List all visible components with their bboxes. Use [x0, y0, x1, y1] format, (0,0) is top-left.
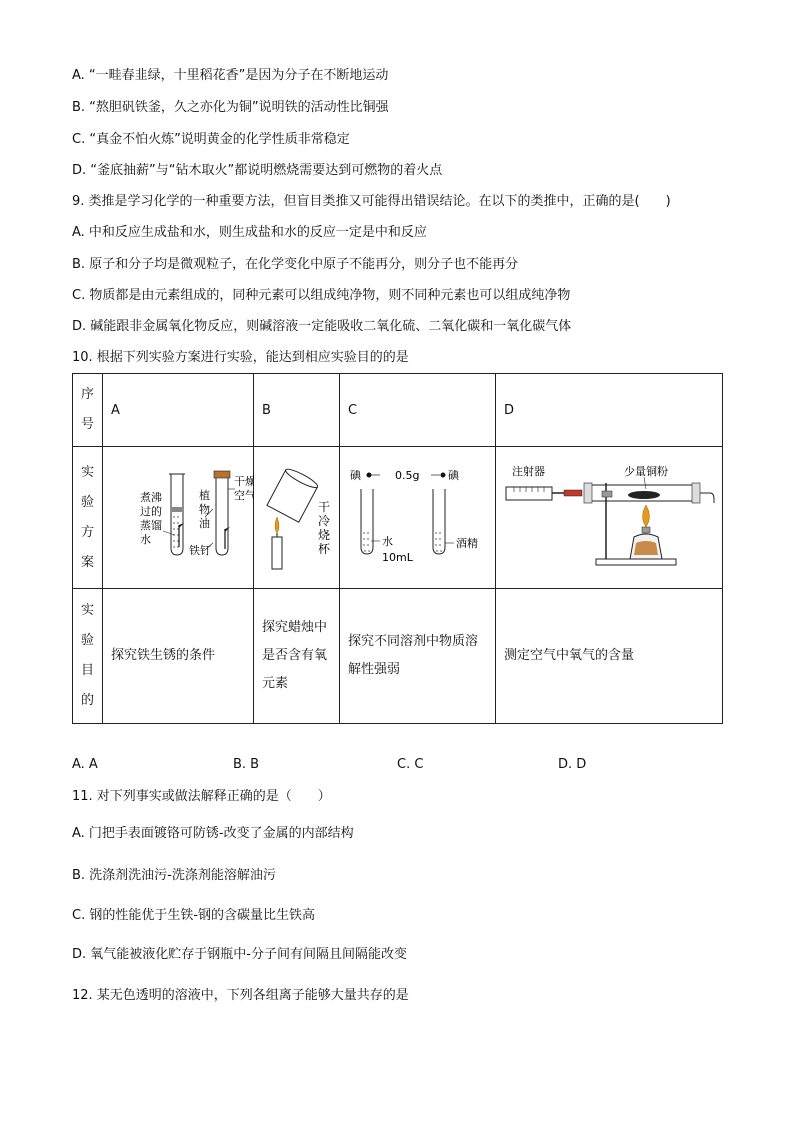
- label-oil: 油: [199, 517, 210, 530]
- label-dry-air: 空气: [234, 489, 254, 502]
- q11-option-a: A. 门把手表面镀铬可防锈-改变了金属的内部结构: [72, 826, 354, 841]
- q8-option-c: C. “真金不怕火炼”说明黄金的化学性质非常稳定: [72, 132, 350, 147]
- q8-option-b: B. “熬胆矾铁釜，久之亦化为铜”说明铁的活动性比铜强: [72, 100, 389, 115]
- q10-stem: 10. 根据下列实验方案进行实验，能达到相应实验目的的是: [72, 350, 409, 365]
- column-header-c: C: [340, 374, 496, 447]
- figure-b-cell: [254, 447, 340, 589]
- purpose-text: 解性强弱: [348, 662, 401, 677]
- q10-answer-options: [72, 757, 672, 775]
- label-oil: 物: [199, 503, 210, 516]
- label-beaker: 干: [318, 500, 331, 514]
- column-header-d: D: [496, 374, 723, 447]
- label-boiled-water: 过的: [140, 505, 162, 518]
- label-copper: 少量铜粉: [624, 465, 668, 478]
- purpose-text: 是否含有氧: [262, 648, 328, 663]
- q10-answer-b: B. B: [233, 757, 260, 772]
- row-label-purpose: [73, 589, 103, 724]
- table-row-header: [73, 374, 723, 447]
- figure-a-iron-rust: [103, 447, 254, 584]
- q10-answer-a: A. A: [72, 757, 98, 772]
- label-beaker: 冷: [318, 514, 331, 528]
- row-label-char: 的: [80, 693, 94, 708]
- purpose-c: [340, 589, 496, 724]
- label-volume: 10mL: [382, 551, 413, 564]
- row-label-char: 验: [80, 633, 94, 648]
- q9-stem: 9. 类推是学习化学的一种重要方法，但盲目类推又可能得出错误结论。在以下的类推中，正确的是( ): [72, 194, 671, 209]
- figure-b-candle: [254, 447, 340, 584]
- purpose-text: 元素: [262, 676, 289, 691]
- q11-option-d: D. 氧气能被液化贮存于钢瓶中-分子间有间隔且间隔能改变: [72, 947, 407, 962]
- row-label-char: 实: [80, 603, 94, 618]
- label-iodine: 碘: [448, 469, 459, 482]
- label-beaker: 烧: [318, 528, 331, 542]
- q9-option-a: A. 中和反应生成盐和水，则生成盐和水的反应一定是中和反应: [72, 225, 427, 240]
- label-dry-air: 干燥: [234, 475, 254, 488]
- row-label-char: 号: [80, 417, 94, 432]
- table-row-purpose: [73, 589, 723, 724]
- experiment-table: [72, 373, 723, 724]
- label-alcohol: 酒精: [456, 537, 478, 550]
- purpose-text: 测定空气中氧气的含量: [504, 648, 635, 663]
- label-iodine: 碘: [350, 469, 361, 482]
- q9-option-b: B. 原子和分子均是微观粒子，在化学变化中原子不能再分，则分子也不能再分: [72, 257, 519, 272]
- column-header-b: B: [254, 374, 340, 447]
- purpose-text: 探究蜡烛中: [262, 620, 328, 635]
- purpose-text: 探究铁生锈的条件: [111, 648, 216, 663]
- label-oil: 植: [199, 489, 210, 502]
- label-boiled-water: 煮沸: [140, 491, 162, 504]
- row-label-char: 验: [80, 494, 94, 510]
- label-water: 水: [382, 535, 393, 548]
- label-boiled-water: 蒸馏: [140, 519, 162, 532]
- q8-option-d: D. “釜底抽薪”与“钻木取火”都说明燃烧需要达到可燃物的着火点: [72, 163, 443, 178]
- q9-option-d: D. 碱能跟非金属氧化物反应，则碱溶液一定能吸收二氧化硫、二氧化碳和一氧化碳气体: [72, 319, 572, 334]
- q9-option-c: C. 物质都是由元素组成的，同种元素可以组成纯净物，则不同种元素也可以组成纯净物: [72, 288, 571, 303]
- q12-stem: 12. 某无色透明的溶液中，下列各组离子能够大量共存的是: [72, 988, 409, 1003]
- figure-a-cell: [103, 447, 254, 589]
- figure-c-cell: [340, 447, 496, 589]
- q8-option-a: A. “一畦春韭绿，十里稻花香”是因为分子在不断地运动: [72, 68, 389, 83]
- label-beaker: 杯: [318, 542, 331, 556]
- label-mass: 0.5g: [395, 469, 420, 482]
- q10-answer-d: D. D: [558, 757, 587, 772]
- label-syringe: 注射器: [512, 465, 545, 478]
- q11-option-b: B. 洗涤剂洗油污-洗涤剂能溶解油污: [72, 868, 276, 883]
- figure-c-iodine: [340, 447, 496, 584]
- figure-d-cell: [496, 447, 723, 589]
- q10-answer-c: C. C: [397, 757, 424, 772]
- q11-option-c: C. 钢的性能优于生铁-钢的含碳量比生铁高: [72, 908, 316, 923]
- column-header-a: A: [103, 374, 254, 447]
- label-nail: 铁钉: [189, 544, 211, 557]
- row-label-char: 序: [80, 387, 94, 402]
- row-label-char: 目: [80, 663, 94, 678]
- label-boiled-water: 水: [140, 533, 151, 546]
- row-label-header: [73, 374, 103, 447]
- purpose-a: [103, 589, 254, 724]
- table-row-scheme: [73, 447, 723, 589]
- purpose-b: [254, 589, 340, 724]
- row-label-char: 案: [80, 554, 94, 570]
- row-label-char: 实: [80, 464, 94, 480]
- row-label-char: 方: [80, 524, 94, 540]
- q11-stem: 11. 对下列事实或做法解释正确的是（ ）: [72, 789, 331, 804]
- row-label-scheme: [73, 447, 103, 589]
- purpose-text: 探究不同溶剂中物质溶: [348, 634, 479, 649]
- purpose-d: [496, 589, 723, 724]
- figure-d-apparatus: [496, 447, 723, 584]
